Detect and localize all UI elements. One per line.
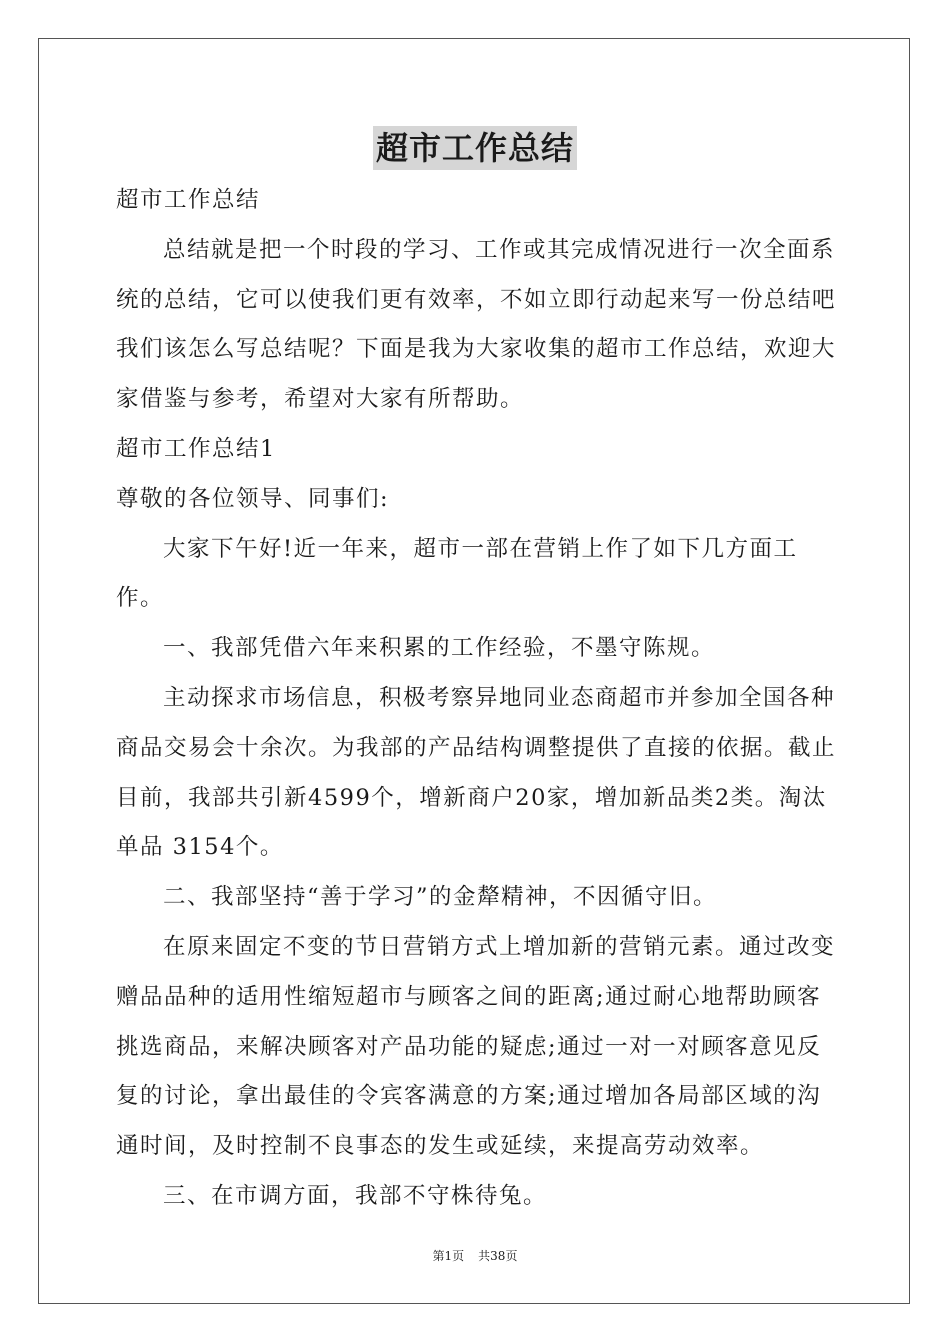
intro-paragraph: 总结就是把一个时段的学习、工作或其完成情况进行一次全面系统的总结，它可以使我们更有效率，不如立即行动起来写一份总结吧我们该怎么写总结呢？下面是我为大家收集的超市工作总结，欢迎大家借鉴与参考，希望对大家有所帮助。	[116, 236, 837, 413]
page-total: 共38页	[478, 1249, 518, 1263]
body-paragraph: 三、在市调方面，我部不守株待兔。	[163, 1182, 548, 1209]
body-paragraph: 大家下午好!近一年来，超市一部在营销上作了如下几方面工作。	[116, 535, 798, 612]
body-paragraph: 二、我部坚持“善于学习”的金犛精神，不因循守旧。	[163, 884, 718, 911]
body-paragraph: 主动探求市场信息，积极考察异地同业态商超市并参加全国各种商品交易会十余次。为我部的产品结构调整提供了直接的依据。截止目前，我部共引新4599个，增新商户20家，增加新品类2类。淘汰单品 3154个。	[116, 684, 837, 861]
page-number: 第1页	[432, 1249, 465, 1263]
body-paragraph: 在原来固定不变的节日营销方式上增加新的营销元素。通过改变赠品品种的适用性缩短超市与顾客之间的距离;通过耐心地帮助顾客挑选商品，来解决顾客对产品功能的疑虑;通过一对一对顾客意见反复的讨论，拿出最佳的令宾客满意的方案;通过增加各局部区域的沟通时间，及时控制不良事态的发生或延续，来提高劳动效率。	[116, 933, 836, 1160]
subtitle: 超市工作总结	[116, 187, 261, 213]
document-title: 超市工作总结	[373, 126, 577, 170]
document-title-wrapper	[0, 126, 950, 170]
page-footer	[0, 1248, 950, 1264]
section-heading: 超市工作总结1	[116, 435, 276, 462]
document-body	[116, 176, 836, 1222]
salutation: 尊敬的各位领导、同事们:	[116, 485, 390, 512]
body-paragraph: 一、我部凭借六年来积累的工作经验，不墨守陈规。	[163, 635, 716, 662]
